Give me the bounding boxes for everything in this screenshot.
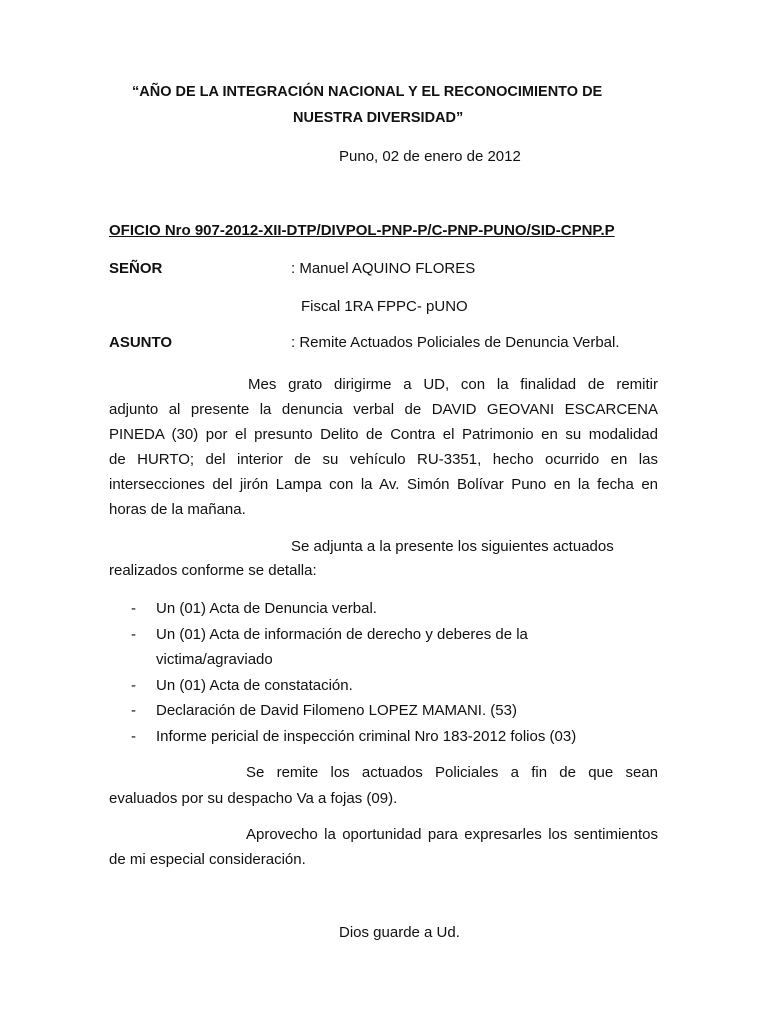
- bullet-dash: -: [131, 600, 136, 617]
- attachments-list: [109, 596, 669, 749]
- para4-line-1: Aprovecho la oportunidad para expresarles los sentimientos: [246, 826, 658, 843]
- addressee-name: : Manuel AQUINO FLORES: [291, 260, 476, 277]
- motto-line-2: NUESTRA DIVERSIDAD”: [293, 110, 464, 126]
- para3-line-1: Se remite los actuados Policiales a fin de que sean: [246, 764, 658, 781]
- subject-value: : Remite Actuados Policiales de Denuncia Verbal.: [291, 334, 620, 351]
- list-item-text: Informe pericial de inspección criminal Nro 183-2012 folios (03): [156, 727, 577, 745]
- addressee-office: Fiscal 1RA FPPC- pUNO: [301, 298, 468, 315]
- list-item-text: Un (01) Acta de información de derecho y deberes de la: [156, 625, 528, 643]
- para1-line-5: intersecciones del jirón Lampa con la Av. Simón Bolívar Puno en la fecha en: [109, 476, 658, 493]
- list-item-text-continuation: victima/agraviado: [156, 651, 273, 668]
- para3-line-2: evaluados por su despacho Va a fojas (09).: [109, 790, 398, 807]
- list-item-text: Un (01) Acta de Denuncia verbal.: [156, 600, 377, 617]
- list-item-text: Declaración de David Filomeno LOPEZ MAMANI. (53): [156, 702, 517, 719]
- list-item-text: Un (01) Acta de constatación.: [156, 676, 353, 694]
- bullet-dash: -: [131, 727, 136, 745]
- subject-label: ASUNTO: [109, 334, 173, 351]
- para2-line-1: Se adjunta a la presente los siguientes actuados: [291, 538, 614, 555]
- place-date: Puno, 02 de enero de 2012: [339, 148, 521, 165]
- para1-line-1: Mes grato dirigirme a UD, con la finalidad de remitir: [248, 376, 658, 393]
- oficio-number: OFICIO Nro 907-2012-XII-DTP/DIVPOL-PNP-P/C-PNP-PUNO/SID-CPNP.P: [109, 222, 615, 239]
- list-item: [109, 596, 669, 622]
- addressee-label: SEÑOR: [109, 260, 163, 277]
- bullet-dash: -: [131, 676, 136, 694]
- list-item: [109, 673, 669, 699]
- para1-line-3: PINEDA (30) por el presunto Delito de Contra el Patrimonio en su modalidad: [109, 426, 658, 443]
- para1-line-2: adjunto al presente la denuncia verbal de DAVID GEOVANI ESCARCENA: [109, 401, 658, 418]
- list-item: [109, 724, 669, 750]
- list-item: [109, 698, 669, 724]
- para1-line-6: horas de la mañana.: [109, 501, 246, 518]
- bullet-dash: -: [131, 702, 136, 719]
- para4-line-2: de mi especial consideración.: [109, 851, 306, 868]
- para1-line-4: de HURTO; del interior de su vehículo RU-3351, hecho ocurrido en las: [109, 451, 658, 468]
- motto-line-1: “AÑO DE LA INTEGRACIÓN NACIONAL Y EL RECONOCIMIENTO DE: [132, 84, 603, 100]
- closing-salutation: Dios guarde a Ud.: [339, 924, 460, 941]
- bullet-dash: -: [131, 625, 136, 643]
- list-item: [109, 622, 669, 673]
- para2-line-2: realizados conforme se detalla:: [109, 562, 317, 579]
